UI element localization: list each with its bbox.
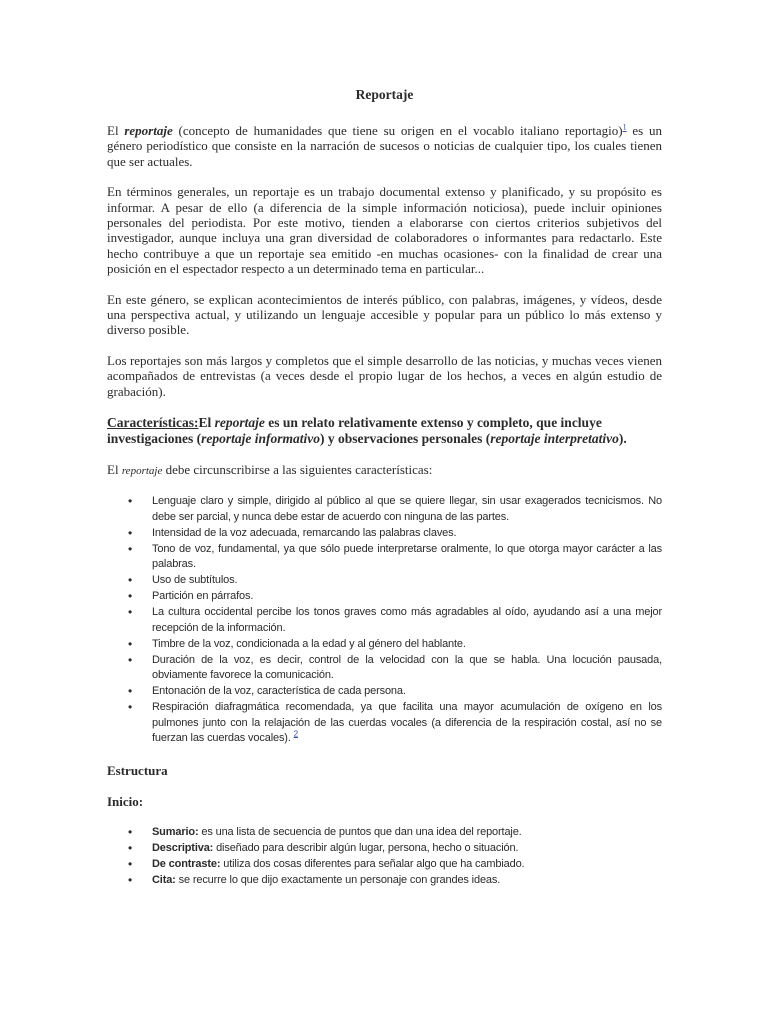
bullet-icon: • — [128, 684, 133, 699]
bullet-icon: • — [128, 573, 133, 588]
bullet-icon: • — [128, 856, 133, 871]
list-item: • Timbre de la voz, condicionada a la edad y al género del hablante. — [128, 636, 466, 651]
length-paragraph: Los reportajes son más largos y completos que el simple desarrollo de las noticias, y muchas veces vienen acompañados de entrevistas (a veces desde el propio lugar de los hechos, a veces en algún estudio de grabación). — [107, 352, 662, 399]
estructura-heading: Estructura — [107, 762, 168, 778]
inicio-list — [107, 825, 662, 889]
bullet-icon: • — [128, 605, 133, 620]
intro-paragraph: El reportaje (concepto de humanidades que tiene su origen en el vocablo italiano reportagio)$^1$ es un género periodístico que consiste en la narración de sucesos o noticias de cualquier tipo, los cuales tienen que ser actuales. — [107, 122, 662, 169]
list-item: • Entonación de la voz, característica de cada persona. — [128, 684, 406, 699]
list-item: • Tono de voz, fundamental, ya que sólo puede interpretarse oralmente, lo que otorga mayor carácter a las palabras. — [128, 541, 662, 571]
bullet-icon: • — [128, 824, 133, 839]
bullet-icon: • — [128, 541, 133, 556]
list-item: • Cita: se recurre lo que dijo exactamente un personaje con grandes ideas. — [128, 872, 501, 887]
caracteristicas-label: Características: — [107, 415, 199, 431]
list-item: • La cultura occidental percibe los tonos graves como más agradables al oído, ayudando así a una mejor recepción de la información. — [128, 605, 662, 634]
list-item: • Partición en párrafos. — [128, 589, 254, 604]
general-terms-paragraph: En términos generales, un reportaje es un trabajo documental extenso y planificado, y su propósito es informar. A pesar de ello (a diferencia de la simple información noticiosa), puede incluir opiniones personales del periodista. Por este motivo, tienden a elaborarse con ciertos criterios subjetivos del investigador, aunque incluya una gran diversidad de colaboradores o informantes para redactarlo. Este hecho contribuye a que un reportaje sea emitido -en muchas ocasiones- con la finalidad de crear una posición en el espectador respecto a un determinado tema en particular... — [107, 184, 662, 277]
inicio-heading: Inicio: — [107, 793, 144, 809]
bullet-icon: • — [128, 652, 133, 667]
list-item: • Descriptiva: diseñado para describir algún lugar, persona, hecho o situación. — [128, 840, 519, 855]
features-list — [107, 494, 662, 747]
bullet-icon: • — [128, 589, 133, 604]
list-item: • Duración de la voz, es decir, control de la velocidad con la que se habla. Una locución pausada, obviamente favorece la comunicación. — [128, 652, 662, 682]
reportaje-term: reportaje — [124, 123, 173, 138]
caracteristicas-paragraph: Características:El reportaje es un relato relativamente extenso y completo, que incluye investigaciones (reportaje informativo) y observaciones personales (reportaje interpretativo). — [107, 415, 627, 447]
bullet-icon: • — [128, 700, 133, 715]
list-item: • Uso de subtítulos. — [128, 573, 238, 588]
bullet-icon: • — [128, 636, 133, 651]
footnote-ref-2[interactable]: 2 — [293, 729, 298, 739]
list-item: • Respiración diafragmática recomendada, ya que facilita una mayor acumulación de oxígeno en los pulmones junto con la relajación de las cuerdas vocales (a diferencia de la respiración costal, así no se fuerzan las cuerdas vocales). $^2$ — [128, 700, 662, 745]
bullet-icon: • — [128, 525, 133, 540]
list-item: • Lenguaje claro y simple, dirigido al público al que se quiere llegar, sin usar exagerados tecnicismos. No debe ser parcial, y nunca debe estar de acuerdo con ninguna de las partes. — [128, 494, 662, 523]
document-title: Reportaje — [355, 87, 414, 102]
list-item: • De contraste: utiliza dos cosas diferentes para señalar algo que ha cambiado. — [128, 856, 525, 871]
features-intro: El reportaje debe circunscribirse a las siguientes características: — [107, 462, 433, 478]
bullet-icon: • — [128, 494, 133, 509]
genre-paragraph: En este género, se explican acontecimientos de interés público, con palabras, imágenes, y vídeos, desde una perspectiva actual, y utilizando un lenguaje accesible y popular para un público lo más extenso y diverso posible. — [107, 291, 662, 338]
list-item: • Sumario: es una lista de secuencia de puntos que dan una idea del reportaje. — [128, 824, 522, 839]
bullet-icon: • — [128, 840, 133, 855]
list-item: • Intensidad de la voz adecuada, remarcando las palabras claves. — [128, 525, 457, 540]
bullet-icon: • — [128, 872, 133, 887]
footnote-ref-1[interactable]: 1 — [622, 122, 627, 132]
